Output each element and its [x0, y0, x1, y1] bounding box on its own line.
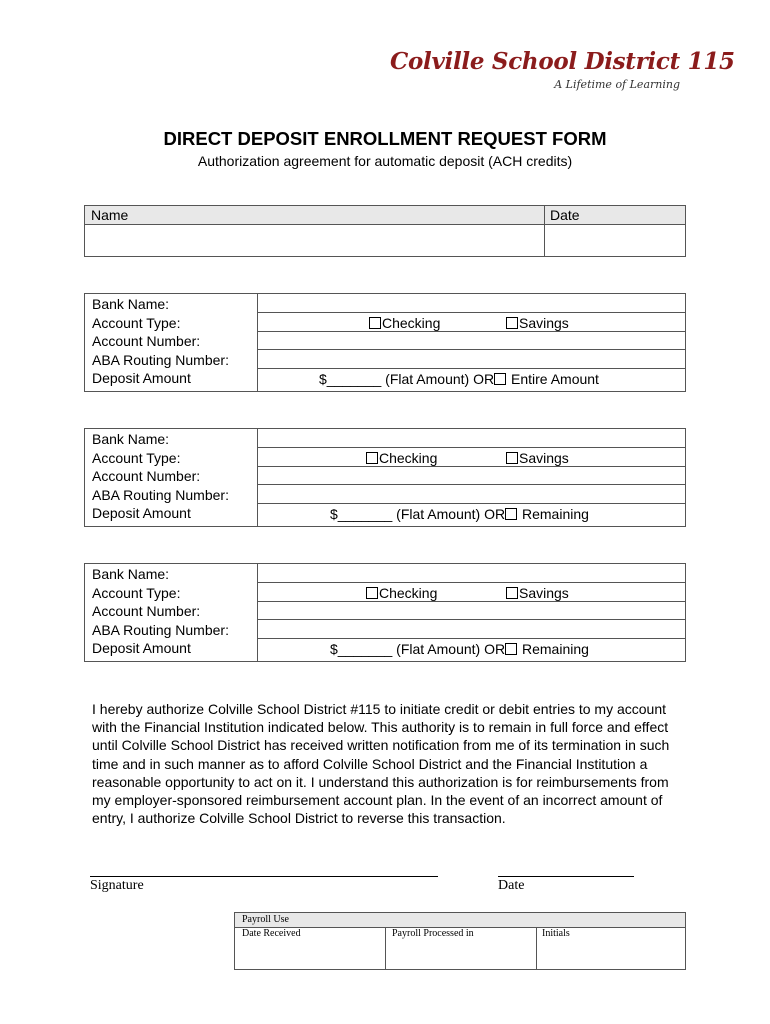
deposit-amount-field[interactable]: $_______ (Flat Amount) OR Remaining: [330, 641, 589, 657]
checkbox-icon[interactable]: [366, 452, 378, 464]
table-divider: [544, 206, 545, 256]
checking-option[interactable]: Checking: [366, 450, 437, 466]
aba-routing-label: ABA Routing Number:: [92, 486, 229, 503]
checkbox-icon[interactable]: [494, 373, 506, 385]
deposit-amount-label: Deposit Amount: [92, 505, 191, 521]
savings-option[interactable]: Savings: [506, 450, 569, 466]
payroll-use-table: [234, 912, 686, 970]
authorization-paragraph: I hereby authorize Colville School District #115 to initiate credit or debit entries to my account with the Financial Institution indicated below. This authority is to remain in full force and effect until Colville School District has received written notification from me of its termination in such time and in such manner as to afford Colville School District and the Financial Institution a reasonable opportunity to act on it. I understand this authorization is for reimbursements from my employer-sponsored reimbursement account plan. In the event of an incorrect amount of entry, I authorize Colville School District to reverse this transaction.: [92, 701, 670, 827]
form-subtitle: Authorization agreement for automatic deposit (ACH credits): [197, 153, 573, 169]
aba-routing-label: ABA Routing Number:: [92, 621, 229, 638]
district-tagline: A Lifetime of Learning: [554, 78, 680, 91]
signature-date-line[interactable]: [498, 876, 634, 877]
name-date-table: [84, 205, 686, 257]
checking-option[interactable]: Checking: [369, 315, 440, 331]
checking-option[interactable]: Checking: [366, 585, 437, 601]
aba-routing-label: ABA Routing Number:: [92, 351, 229, 368]
bank-account-block-2: [84, 428, 686, 527]
account-number-label: Account Number:: [92, 333, 201, 349]
payroll-use-title: Payroll Use: [242, 914, 289, 925]
savings-option[interactable]: Savings: [506, 585, 569, 601]
checkbox-icon[interactable]: [505, 643, 517, 655]
account-number-label: Account Number:: [92, 468, 201, 484]
name-date-header: [85, 206, 685, 225]
savings-option[interactable]: Savings: [506, 315, 569, 331]
bank-name-label: Bank Name:: [92, 431, 170, 447]
bank-name-label: Bank Name:: [92, 296, 170, 312]
deposit-amount-field[interactable]: $_______ (Flat Amount) OR Remaining: [330, 506, 589, 522]
initials-label: Initials: [542, 928, 570, 939]
signature-line[interactable]: [90, 876, 438, 877]
account-type-label: Account Type:: [92, 584, 181, 601]
checkbox-icon[interactable]: [369, 317, 381, 329]
form-title: DIRECT DEPOSIT ENROLLMENT REQUEST FORM: [163, 128, 607, 149]
checkbox-icon[interactable]: [506, 452, 518, 464]
payroll-processed-label: Payroll Processed in: [392, 928, 474, 939]
checkbox-icon[interactable]: [505, 508, 517, 520]
account-number-label: Account Number:: [92, 603, 201, 619]
name-label: Name: [91, 207, 129, 223]
deposit-amount-label: Deposit Amount: [92, 640, 191, 656]
deposit-amount-field[interactable]: $_______ (Flat Amount) OR Entire Amount: [319, 371, 599, 387]
account-type-label: Account Type:: [92, 314, 181, 331]
deposit-amount-label: Deposit Amount: [92, 370, 191, 386]
bank-account-block-1: [84, 293, 686, 392]
bank-name-label: Bank Name:: [92, 566, 170, 582]
checkbox-icon[interactable]: [506, 317, 518, 329]
district-logo-text: Colville School District 115: [390, 48, 735, 75]
date-label: Date: [550, 207, 580, 223]
account-type-label: Account Type:: [92, 449, 181, 466]
signature-label: Signature: [90, 878, 144, 893]
checkbox-icon[interactable]: [366, 587, 378, 599]
checkbox-icon[interactable]: [506, 587, 518, 599]
bank-account-block-3: [84, 563, 686, 662]
signature-date-label: Date: [498, 878, 525, 893]
date-received-label: Date Received: [242, 928, 301, 939]
